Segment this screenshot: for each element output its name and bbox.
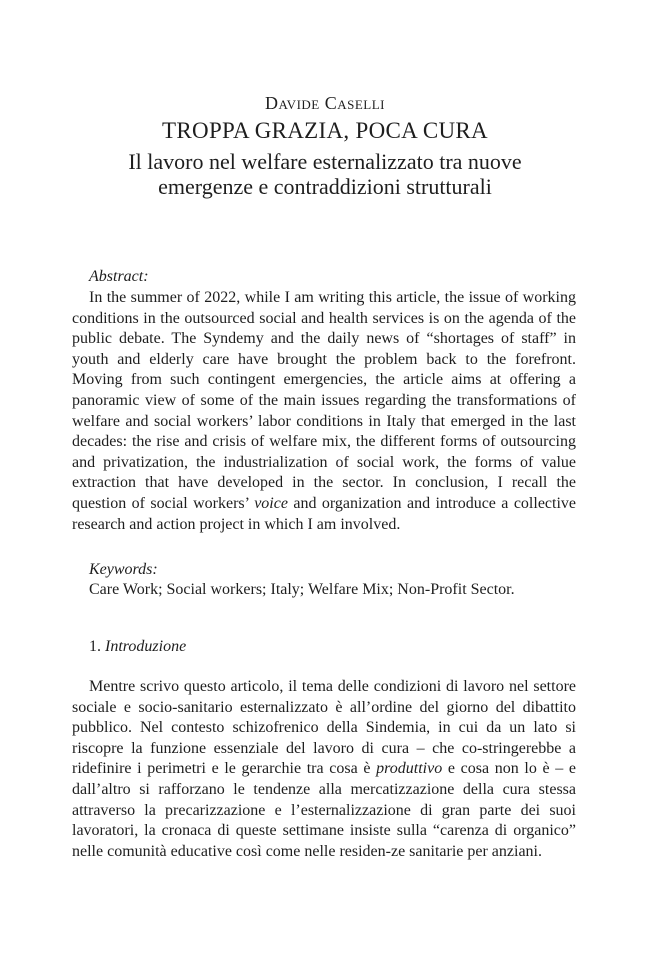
abstract-emphasis: voice bbox=[254, 494, 288, 512]
body-emphasis: produttivo bbox=[376, 760, 443, 778]
section-number: 1. bbox=[89, 638, 101, 655]
section-heading bbox=[72, 637, 593, 658]
article-subtitle bbox=[0, 149, 650, 199]
author-name: Davide Caselli bbox=[264, 93, 386, 113]
subtitle-line: Il lavoro nel welfare esternalizzato tra nuove bbox=[128, 149, 522, 174]
article-title: TROPPA GRAZIA, POCA CURA bbox=[162, 118, 488, 143]
body-paragraph bbox=[72, 677, 576, 862]
abstract-label: Abstract: bbox=[89, 268, 149, 285]
abstract-text-part: In the summer of 2022, while I am writing this article, the issue of working conditions in the outsourced social and health services is on the agenda of the public debate. The Syndemy and the daily news of “shortages of staff” in youth and elderly care have brought the problem back to the forefront. Moving from such contingent emergencies, the article aims at offering a panoramic view of some of the main issues regarding the transformations of welfare and social workers’ labor conditions in Italy that emerged in the last decades: the rise and crisis of welfare mix, the different forms of outsourcing and privatization, the industrialization of social work, the forms of value extraction that have developed in the sector. In conclusion, I recall the question of social workers’ bbox=[72, 289, 576, 512]
body-text-part: e cosa non lo è – e dall’altro si rafforzano le tendenze alla mercatizzazione della cura stessa attraverso la precarizzazione e l’esternalizzazione di gran parte dei suoi lavoratori, la cronaca di queste settimane insiste sulla “carenza di organico” nelle comunità educative così come nelle residen-ze sanitarie per anziani. bbox=[72, 760, 577, 860]
body-text-part: Mentre scrivo questo articolo, il tema delle condizioni di lavoro nel settore sociale e socio-sanitario esternalizzato è all’ordine del giorno del dibattito pubblico. Nel contesto schizofrenico della Sindemia, in cui da un lato si riscopre la funzione essenziale del lavoro di cura – che co-stringerebbe a ridefinire i perimetri e le gerarchie tra cosa è bbox=[72, 678, 576, 778]
keywords-label: Keywords: bbox=[89, 561, 158, 578]
abstract-text bbox=[72, 288, 576, 535]
subtitle-line: emergenze e contraddizioni strutturali bbox=[158, 174, 492, 199]
abstract-text-part: and organization and introduce a collective research and action project in which I am involved. bbox=[72, 494, 577, 533]
section-title: Introduzione bbox=[105, 638, 187, 655]
keywords-text: Care Work; Social workers; Italy; Welfare Mix; Non-Profit Sector. bbox=[89, 581, 515, 598]
